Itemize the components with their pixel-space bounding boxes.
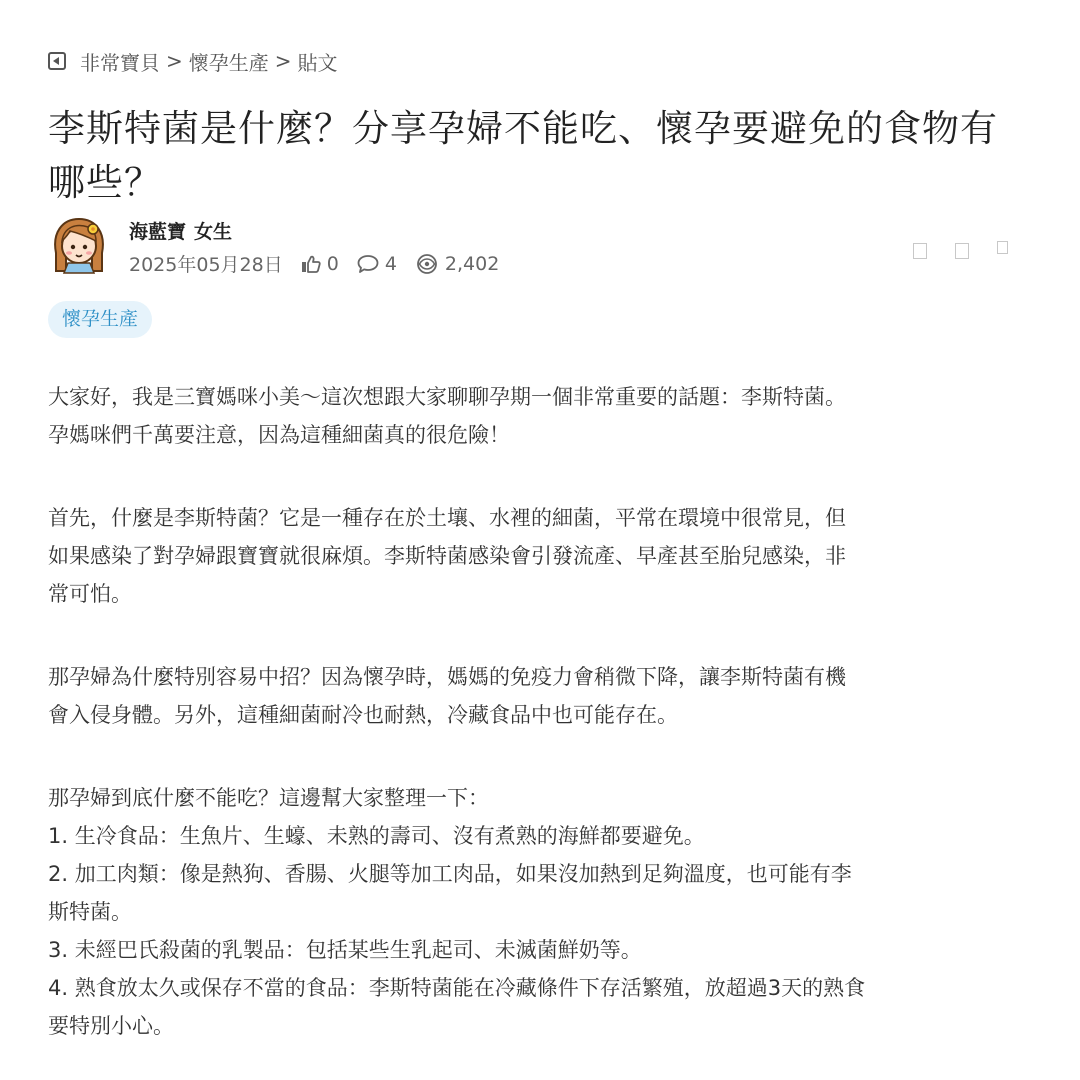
list-item: 1. 生冷食品：生魚片、生蠔、未熟的壽司、沒有煮熟的海鮮都要避免。	[48, 824, 705, 848]
view-count-value: 2,402	[444, 252, 500, 275]
avatar-illustration	[48, 213, 110, 275]
avatar[interactable]	[48, 213, 110, 275]
like-count-value: 0	[326, 252, 339, 275]
breadcrumb-current: 貼文	[297, 50, 338, 75]
thumbs-up-icon	[301, 255, 321, 273]
post-actions	[913, 243, 1008, 259]
back-arrow-icon[interactable]	[48, 52, 66, 70]
author-gender: 女生	[194, 221, 233, 243]
eye-icon	[415, 254, 439, 274]
category-tag[interactable]: 懷孕生產	[48, 301, 152, 338]
post-body	[48, 378, 1038, 1045]
paragraph-line: 會入侵身體。另外，這種細菌耐冷也耐熱，冷藏食品中也可能存在。	[48, 703, 678, 727]
post-meta	[129, 250, 499, 277]
comment-count-value: 4	[384, 252, 397, 275]
paragraph-line: 孕媽咪們千萬要注意，因為這種細菌真的很危險！	[48, 423, 510, 447]
post-title	[48, 102, 1038, 210]
paragraph-line: 大家好，我是三寶媽咪小美～這次想跟大家聊聊孕期一個非常重要的話題：李斯特菌。	[48, 385, 846, 409]
paragraph-food-list	[48, 779, 1038, 1045]
paragraph-line: 那孕婦為什麼特別容易中招？因為懷孕時，媽媽的免疫力會稍微下降，讓李斯特菌有機	[48, 665, 846, 689]
list-item-continuation: 斯特菌。	[48, 900, 132, 924]
breadcrumb-item-category[interactable]: 懷孕生產	[188, 50, 269, 75]
breadcrumb	[48, 47, 338, 75]
author-name[interactable]: 海藍寶	[129, 221, 187, 243]
breadcrumb-item-forum[interactable]: 非常寶貝	[80, 50, 160, 75]
list-intro: 那孕婦到底什麼不能吃？這邊幫大家整理一下：	[48, 786, 489, 810]
paragraph-line: 首先，什麼是李斯特菌？它是一種存在於土壤、水裡的細菌，平常在環境中很常見，但	[48, 506, 846, 530]
post-date: 2025年05月28日	[129, 254, 283, 276]
breadcrumb-separator: >	[274, 49, 292, 73]
bookmark-icon[interactable]	[913, 243, 927, 259]
paragraph-line: 如果感染了對孕婦跟寶寶就很麻煩。李斯特菌感染會引發流產、早產甚至胎兒感染，非	[48, 544, 846, 568]
comment-bubble-icon	[357, 254, 379, 274]
view-count	[415, 253, 499, 275]
list-item-continuation: 要特別小心。	[48, 1014, 174, 1038]
list-item: 4. 熟食放太久或保存不當的食品：李斯特菌能在冷藏條件下存活繁殖，放超過3天的熟食	[48, 976, 866, 1000]
like-count[interactable]	[301, 253, 339, 275]
list-item: 3. 未經巴氏殺菌的乳製品：包括某些生乳起司、未滅菌鮮奶等。	[48, 938, 642, 962]
paragraph-what-is-listeria	[48, 499, 1038, 613]
breadcrumb-separator: >	[166, 49, 183, 73]
post-title-line: 李斯特菌是什麼？分享孕婦不能吃、懷孕要避免的食物有	[48, 107, 998, 150]
author-info	[129, 217, 232, 244]
comment-count[interactable]	[357, 253, 397, 275]
paragraph-why-vulnerable	[48, 658, 1038, 734]
share-icon[interactable]	[955, 243, 969, 259]
more-options-icon[interactable]	[997, 241, 1008, 254]
paragraph-intro	[48, 378, 1038, 454]
list-item: 2. 加工肉類：像是熱狗、香腸、火腿等加工肉品，如果沒加熱到足夠溫度，也可能有李	[48, 862, 852, 886]
paragraph-line: 常可怕。	[48, 582, 132, 606]
post-title-line: 哪些？	[48, 161, 162, 204]
